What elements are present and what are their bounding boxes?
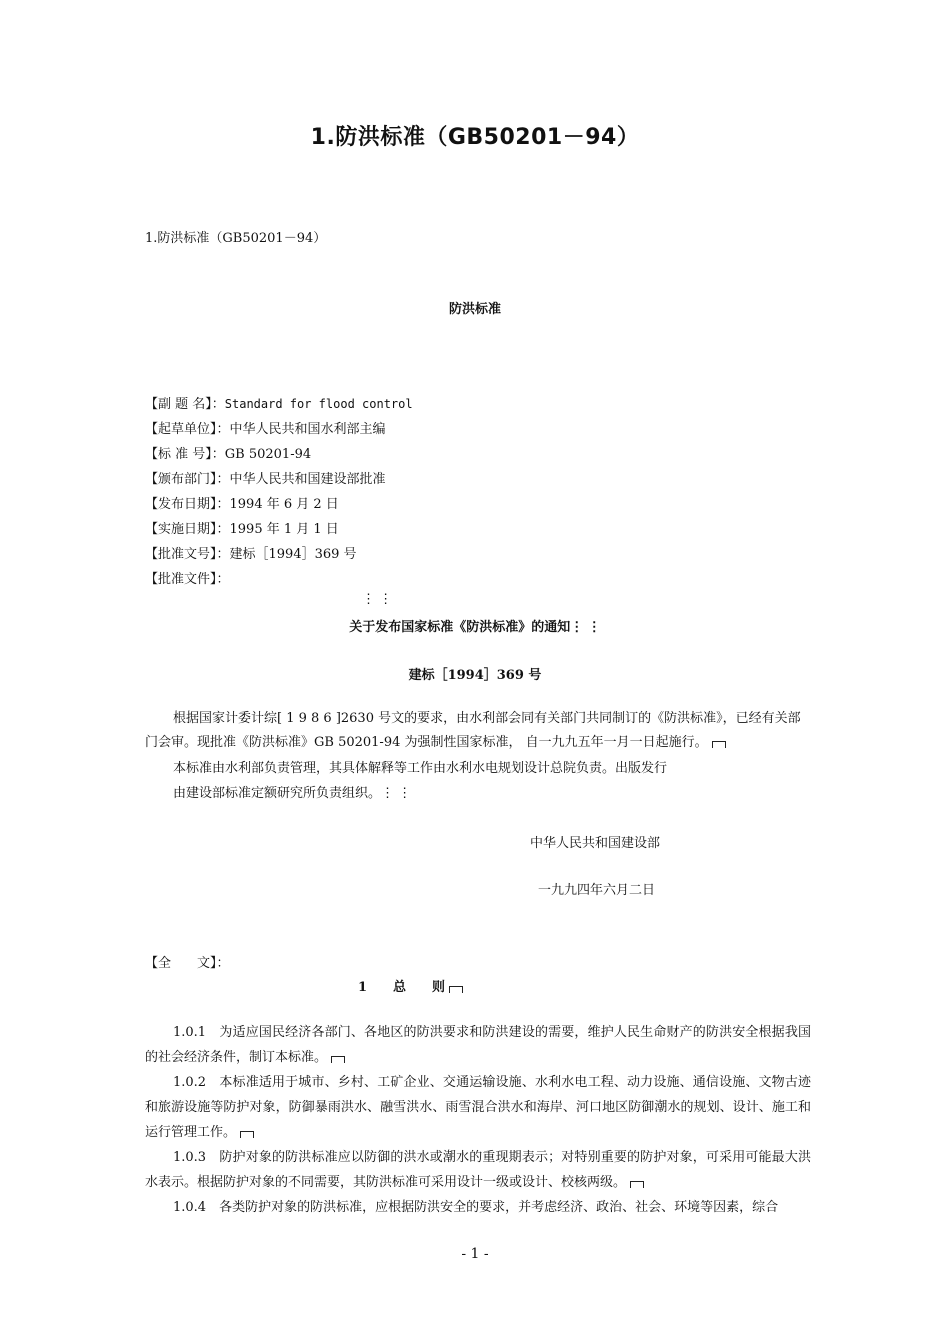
paragraph-mark-icon: [449, 986, 463, 993]
meta-value: 中华人民共和国水利部主编: [229, 422, 386, 437]
meta-row-standard-number: [145, 443, 311, 462]
notice-title: 关于发布国家标准《防洪标准》的通知⋮ ⋮: [349, 620, 601, 635]
clause-1-0-4: [145, 1195, 811, 1220]
notice-paragraph-3: 由建设部标准定额研究所负责组织。⋮ ⋮: [173, 786, 412, 801]
meta-row-subtitle: [145, 393, 413, 412]
clause-text: 本标准适用于城市、乡村、工矿企业、交通运输设施、水利水电工程、动力设施、通信设施、文物古迹和旅游设施等防护对象，防御暴雨洪水、融雪洪水、雨雪混合洪水和海岸、河口地区防御潮水的规划、设计、施工和运行管理工作。: [145, 1075, 811, 1140]
meta-value: 建标［1994］369 号: [229, 547, 357, 562]
meta-row-effective-date: [145, 518, 339, 537]
notice-number: 建标［1994］369 号: [408, 668, 542, 683]
paragraph-mark-icon: [240, 1131, 254, 1138]
meta-value: GB 50201-94: [224, 447, 312, 462]
meta-label: 【批准文号】：: [145, 547, 230, 562]
paragraph-mark-icon: [331, 1056, 345, 1063]
clause-1-0-3: [145, 1145, 811, 1195]
clause-text: 为适应国民经济各部门、各地区的防洪要求和防洪建设的需要，维护人民生命财产的防洪安全根据我国的社会经济条件，制订本标准。: [145, 1025, 811, 1065]
clause-number: 1.0.2: [173, 1075, 207, 1090]
clause-number: 1.0.3: [173, 1150, 207, 1165]
meta-label: 【起草单位】：: [145, 422, 230, 437]
meta-label: 【颁布部门】：: [145, 472, 230, 487]
meta-row-issuing-department: [145, 468, 386, 487]
paragraph-mark-icon: [630, 1181, 644, 1188]
meta-value: 1995 年 1 月 1 日: [229, 522, 339, 537]
meta-value: Standard for flood control: [224, 397, 413, 411]
fulltext-label: 【全 文】：: [145, 956, 230, 971]
meta-row-drafting-unit: [145, 418, 386, 437]
signature-organization: 中华人民共和国建设部: [530, 836, 661, 851]
meta-row-approval-document: [145, 568, 230, 587]
meta-label: 【批准文件】：: [145, 572, 230, 587]
clause-text: 防护对象的防洪标准应以防御的洪水或潮水的重现期表示；对特别重要的防护对象，可采用可能最大洪水表示。根据防护对象的不同需要，其防洪标准可采用设计一级或设计、校核两级。: [145, 1150, 811, 1190]
clause-text: 各类防护对象的防洪标准，应根据防洪安全的要求，并考虑经济、政治、社会、环境等因素，综合: [219, 1200, 779, 1215]
meta-row-release-date: [145, 493, 339, 512]
clause-1-0-2: [145, 1070, 811, 1145]
signature-date: 一九九四年六月二日: [538, 883, 656, 898]
clause-number: 1.0.4: [173, 1200, 207, 1215]
sub-reference: 1.防洪标准（GB50201－94）: [145, 231, 327, 246]
meta-label: 【发布日期】：: [145, 497, 230, 512]
notice-paragraph-2: 本标准由水利部负责管理，其具体解释等工作由水利水电规划设计总院负责。出版发行: [173, 761, 668, 776]
page-number: - 1 -: [461, 1246, 489, 1262]
meta-value: 中华人民共和国建设部批准: [229, 472, 386, 487]
standard-title: 防洪标准: [448, 302, 501, 317]
notice-dots: ⋮ ⋮: [362, 592, 393, 607]
meta-row-approval-number: [145, 543, 357, 562]
clause-1-0-1: [145, 1020, 811, 1070]
clause-number: 1.0.1: [173, 1025, 207, 1040]
chapter-heading: [358, 976, 463, 995]
meta-label: 【实施日期】：: [145, 522, 230, 537]
page-title: 1.防洪标准（GB50201－94）: [310, 125, 640, 150]
notice-paragraph-1: [145, 707, 811, 755]
meta-label: 【标 准 号】：: [145, 447, 225, 462]
meta-value: 1994 年 6 月 2 日: [229, 497, 339, 512]
meta-label: 【副 题 名】：: [145, 397, 225, 412]
paragraph-mark-icon: [712, 741, 726, 748]
notice-paragraph-1-text: 根据国家计委计综[ 1 9 8 6 ]2630 号文的要求，由水利部会同有关部门共同制订的《防洪标准》，已经有关部门会审。现批准《防洪标准》GB 50201-94 为强制性国家标准， 自一九九五年一月一日起施行。: [145, 711, 801, 750]
chapter-heading-text: 1 总 则: [358, 980, 446, 995]
